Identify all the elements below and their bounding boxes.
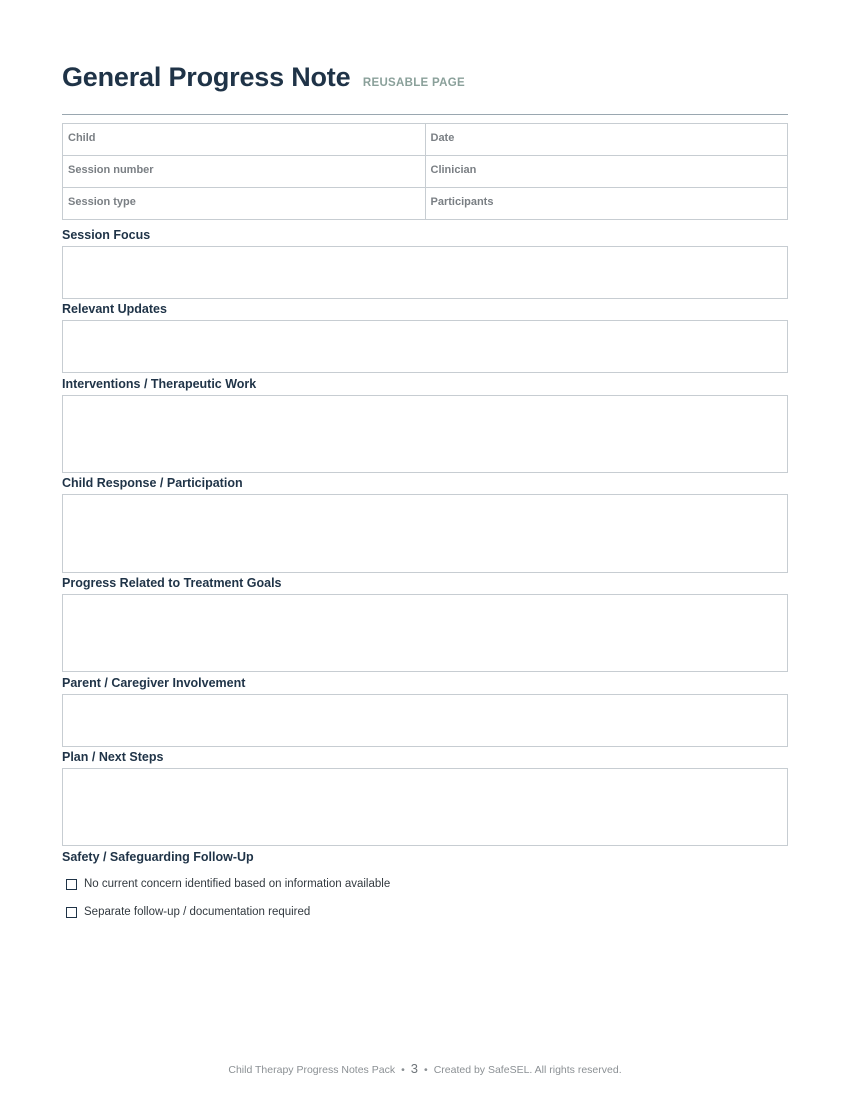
safety-option-label: No current concern identified based on information available [84, 878, 391, 890]
session-type-label: Session type [68, 196, 136, 208]
session-number-field[interactable] [63, 156, 426, 188]
child-label: Child [68, 132, 96, 144]
parent-involvement-label: Parent / Caregiver Involvement [62, 676, 246, 690]
clinician-field[interactable] [425, 156, 788, 188]
clinician-label: Clinician [430, 164, 477, 176]
reusable-badge: REUSABLE PAGE [362, 77, 465, 89]
child-response-box[interactable] [62, 494, 788, 573]
checkbox-icon[interactable] [66, 907, 77, 918]
date-label: Date [430, 132, 455, 144]
interventions-box[interactable] [62, 395, 788, 473]
info-row [63, 156, 788, 188]
page-footer [0, 1061, 850, 1076]
plan-next-label: Plan / Next Steps [62, 750, 164, 764]
footer-credit: Created by SafeSEL. All rights reserved. [433, 1064, 622, 1076]
progress-goals-box[interactable] [62, 594, 788, 672]
participants-label: Participants [430, 196, 494, 208]
info-row [63, 124, 788, 156]
relevant-updates-box[interactable] [62, 320, 788, 373]
checkbox-icon[interactable] [66, 879, 77, 890]
footer-page-number: 3 [410, 1061, 418, 1076]
safety-option-follow-up[interactable] [66, 904, 310, 920]
plan-next-box[interactable] [62, 768, 788, 846]
safety-option-no-concern[interactable] [66, 876, 390, 892]
relevant-updates-label: Relevant Updates [62, 302, 167, 316]
progress-goals-label: Progress Related to Treatment Goals [62, 576, 282, 590]
parent-involvement-box[interactable] [62, 694, 788, 747]
date-field[interactable] [425, 124, 788, 156]
participants-field[interactable] [425, 188, 788, 220]
info-row [63, 188, 788, 220]
child-field[interactable] [63, 124, 426, 156]
interventions-label: Interventions / Therapeutic Work [62, 377, 257, 391]
session-type-field[interactable] [63, 188, 426, 220]
safety-label: Safety / Safeguarding Follow-Up [62, 850, 254, 864]
footer-pack-name: Child Therapy Progress Notes Pack [228, 1064, 396, 1076]
footer-separator: • [401, 1064, 405, 1076]
footer-separator: • [424, 1064, 428, 1076]
session-number-label: Session number [68, 164, 154, 176]
title-row [62, 62, 465, 93]
page-title: General Progress Note [62, 62, 351, 92]
safety-option-label: Separate follow-up / documentation required [84, 906, 311, 918]
session-focus-label: Session Focus [62, 228, 151, 242]
session-focus-box[interactable] [62, 246, 788, 299]
title-divider [62, 114, 788, 115]
child-response-label: Child Response / Participation [62, 476, 243, 490]
session-info-table [62, 123, 788, 220]
